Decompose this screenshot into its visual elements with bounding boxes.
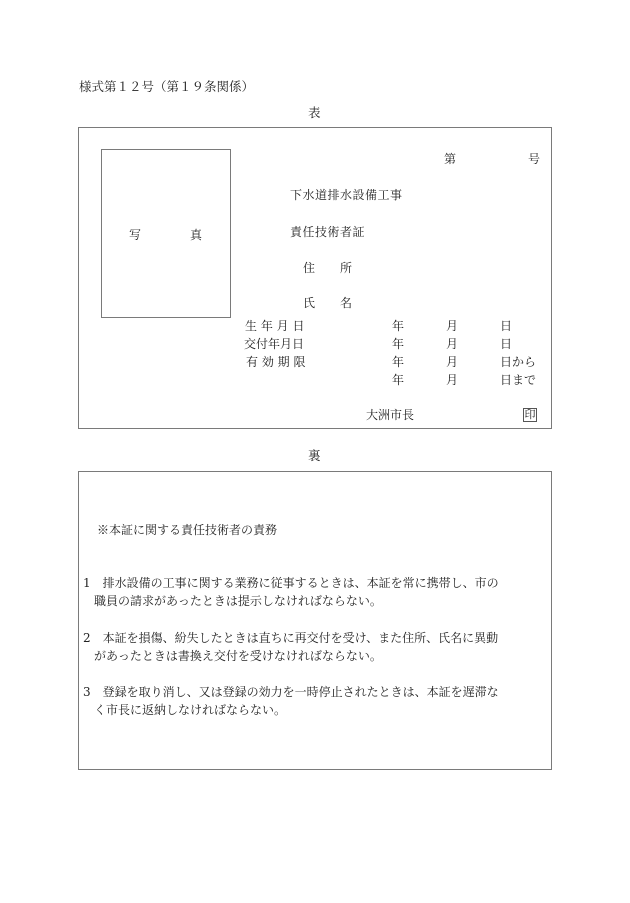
- date-row-label: 生 年 月 日: [245, 319, 305, 333]
- date-year: 年: [392, 373, 405, 387]
- number-prefix: 第: [444, 152, 457, 166]
- date-day: 日まで: [500, 373, 537, 387]
- card-title-line2: 責任技術者証: [290, 225, 366, 239]
- date-row-label: 有 効 期 限: [246, 355, 306, 369]
- name-label: 名: [340, 296, 353, 310]
- date-month: 月: [446, 373, 459, 387]
- date-row-label: 交付年月日: [244, 337, 305, 351]
- back-card: [78, 471, 552, 770]
- notice-title: ※本証に関する責任技術者の責務: [97, 523, 278, 537]
- seal-stamp: 印: [524, 408, 536, 421]
- date-year: 年: [392, 319, 405, 333]
- address-label: 所: [340, 261, 353, 275]
- photo-box: [101, 149, 231, 318]
- notice-item-line1: 3 登録を取り消し、又は登録の効力を一時停止されたときは、本証を遅滞な: [83, 685, 499, 699]
- card-title-line1: 下水道排水設備工事: [290, 188, 403, 202]
- back-heading: 裏: [308, 448, 321, 463]
- date-day: 日から: [500, 355, 537, 369]
- date-year: 年: [392, 337, 405, 351]
- date-month: 月: [446, 355, 459, 369]
- notice-item: [83, 574, 543, 610]
- notice-item: [83, 683, 543, 719]
- name-label: 氏: [303, 296, 316, 310]
- number-suffix: 号: [528, 152, 541, 166]
- front-heading: 表: [308, 105, 321, 120]
- date-year: 年: [392, 355, 405, 369]
- notice-item-line1: 1 排水設備の工事に関する業務に従事するときは、本証を常に携帯し、市の: [83, 576, 499, 590]
- date-month: 月: [446, 319, 459, 333]
- photo-label: 写: [129, 228, 142, 242]
- notice-item: [83, 629, 543, 665]
- date-month: 月: [446, 337, 459, 351]
- date-day: 日: [500, 337, 513, 351]
- form-title: 様式第１２号（第１９条関係）: [79, 79, 255, 94]
- address-label: 住: [303, 261, 316, 275]
- notice-item-line2: く市長に返納しなければならない。: [94, 703, 287, 717]
- notice-item-line1: 2 本証を損傷、紛失したときは直ちに再交付を受け、また住所、氏名に異動: [83, 631, 499, 645]
- notice-item-line2: 職員の請求があったときは提示しなければならない。: [94, 594, 382, 608]
- notice-item-line2: があったときは書換え交付を受けなければならない。: [94, 649, 382, 663]
- photo-label: 真: [190, 228, 203, 242]
- date-day: 日: [500, 319, 513, 333]
- issuer: 大洲市長: [366, 408, 415, 422]
